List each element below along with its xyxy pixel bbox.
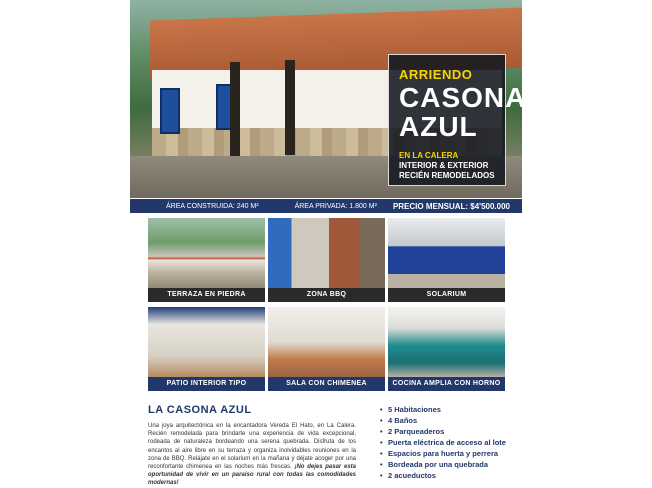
about-body: Una joya arquitectónica en la encantadora Vereda El Hato, en La Calera. Recién remodelada para brindarte una experiencia de vida excepcional, rodeada de naturaleza bordeando una serena quebrada. Disfruta de los encantos al aire libre en su terraza y organiza inolvidables reuniones en la zona de BBQ. Relájate en el solarium en la mañana y déjate acoger por una reconfortante chimenea en las noches más frescas. <box>148 423 356 471</box>
bullet-icon: • <box>380 460 383 469</box>
gallery-item <box>148 218 265 302</box>
wooden-post <box>285 60 295 155</box>
highlight-line-1: INTERIOR & EXTERIOR <box>399 161 489 170</box>
feature-item <box>380 404 522 415</box>
gallery-item <box>388 307 505 391</box>
gallery-item <box>268 218 385 302</box>
gallery-item <box>268 307 385 391</box>
listing-type: ARRIENDO <box>399 67 473 82</box>
bullet-icon: • <box>380 416 383 425</box>
gallery-caption: TERRAZA EN PIEDRA <box>148 288 265 302</box>
bullet-icon: • <box>380 405 383 414</box>
blue-window <box>160 88 180 134</box>
gallery-item <box>148 307 265 401</box>
photo-kitchen <box>388 307 505 377</box>
gallery-caption: PATIO INTERIOR TIPO CLAUSTRO <box>148 377 265 391</box>
gallery-caption: COCINA AMPLIA CON HORNO <box>388 377 505 391</box>
feature-item <box>380 448 522 459</box>
feature-label: Puerta eléctrica de acceso al lote <box>388 438 506 447</box>
bullet-icon: • <box>380 449 383 458</box>
wooden-post <box>230 62 240 157</box>
feature-label: 2 acueductos <box>388 471 436 480</box>
hero-photo <box>130 0 526 198</box>
feature-label: 5 Habitaciones <box>388 405 441 414</box>
about-emphasis: ¡No dejes pasar esta oportunidad de vivir en un paraíso rural con todas las comodidades modernas! <box>148 464 356 487</box>
property-name: CASONA AZUL <box>399 82 526 143</box>
photo-solarium <box>388 218 505 288</box>
feature-label: Espacios para huerta y perrera <box>388 449 499 458</box>
gallery-caption: ZONA BBQ <box>268 288 385 302</box>
feature-item <box>380 437 522 448</box>
highlight-line-2: RECIÉN REMODELADOS <box>399 171 495 180</box>
area-private: ÁREA PRIVADA: 1.800 M² <box>294 202 377 210</box>
feature-label: 2 Parqueaderos <box>388 427 445 436</box>
flyer-page <box>130 0 526 487</box>
photo-living-room <box>268 307 385 377</box>
gallery-caption: SOLARIUM <box>388 288 505 302</box>
gallery-caption: SALA CON CHIMENEA <box>268 377 385 391</box>
feature-item <box>380 470 522 481</box>
photo-bbq <box>268 218 385 288</box>
feature-item <box>380 459 522 470</box>
about-description <box>148 422 356 488</box>
location: EN LA CALERA <box>399 151 459 160</box>
feature-item <box>380 415 522 426</box>
features-list <box>380 404 522 481</box>
monthly-price: PRECIO MENSUAL: $4'500.000 <box>392 201 510 211</box>
bullet-icon: • <box>380 427 383 436</box>
bullet-icon: • <box>380 438 383 447</box>
about-title: LA CASONA AZUL <box>148 404 252 416</box>
area-built: ÁREA CONSTRUIDA: 240 M² <box>166 202 259 210</box>
feature-item <box>380 426 522 437</box>
photo-terrace <box>148 218 265 288</box>
gallery-item <box>388 218 505 302</box>
feature-label: Bordeada por una quebrada <box>388 460 489 469</box>
bullet-icon: • <box>380 471 383 480</box>
feature-label: 4 Baños <box>388 416 418 425</box>
title-box <box>388 54 526 186</box>
photo-patio <box>148 307 265 377</box>
info-bar <box>130 199 522 213</box>
